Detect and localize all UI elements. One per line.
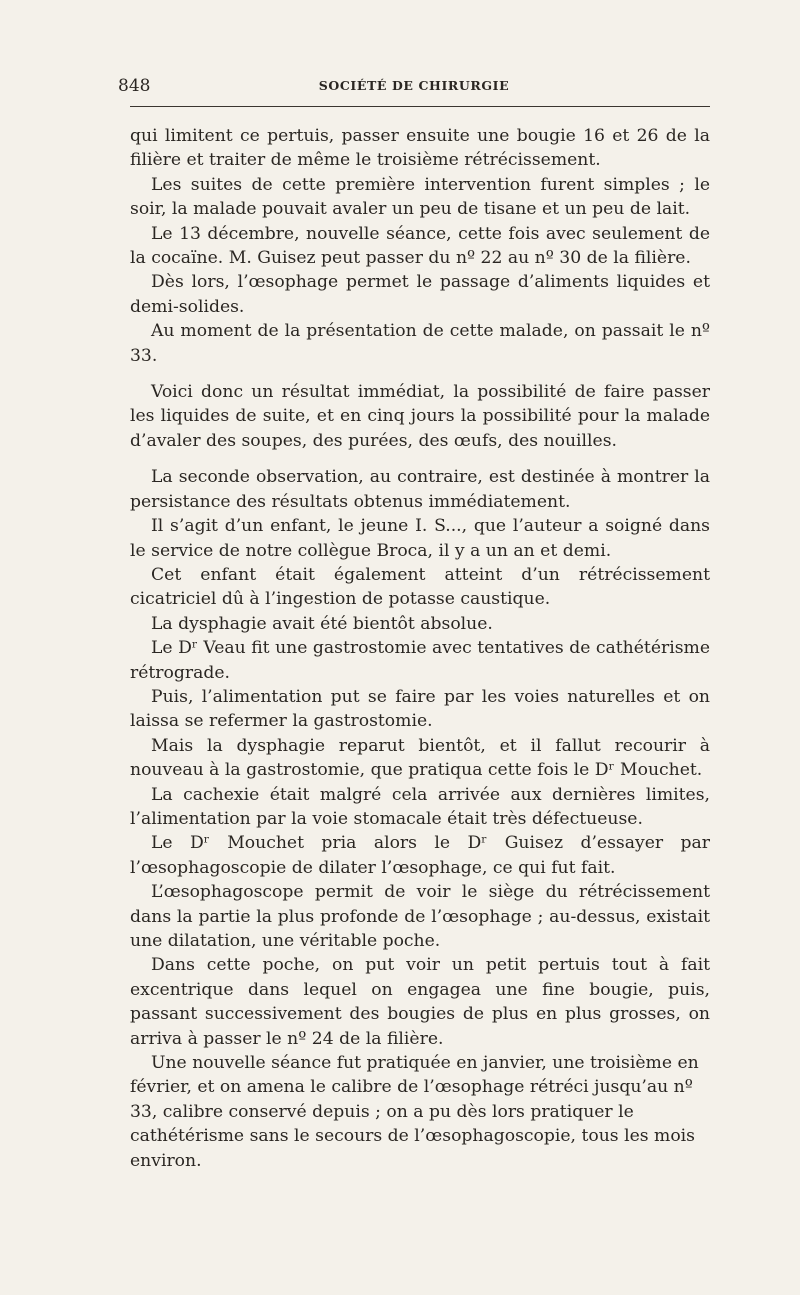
paragraph: Mais la dysphagie reparut bientôt, et il fallut recourir à nouveau à la gastrostomie, que pratiqua cette fois le Dʳ Mouchet. (130, 735, 710, 781)
paragraph: L’œsophagoscope permit de voir le siège du rétrécissement dans la partie la plus profonde de l’œsophage ; au-dessus, existait une dilatation, une véritable poche. (130, 882, 710, 951)
paragraph: La cachexie était malgré cela arrivée aux dernières limites, l’alimentation par la voie stomacale était très défectueuse. (130, 784, 710, 829)
paragraph: Le 13 décembre, nouvelle séance, cette fois avec seulement de la cocaïne. M. Guisez peut passer du nº 22 au nº 30 de la filière. (130, 223, 710, 269)
paragraph: Dans cette poche, on put voir un petit pertuis tout à fait excentrique dans lequel on engagea une fine bougie, puis, passant successivement des bougies de plus en plus grosses, on arriva à passer le nº 24 de la filière. (130, 955, 710, 1049)
paragraph: Le Dʳ Mouchet pria alors le Dʳ Guisez d’essayer par l’œsophagoscopie de dilater l’œsophage, ce qui fut fait. (130, 833, 710, 878)
paragraph: Dès lors, l’œsophage permet le passage d’aliments liquides et demi-solides. (130, 272, 710, 317)
paragraph: Le Dʳ Veau fit une gastrostomie avec tentatives de cathétérisme rétrograde. (130, 638, 710, 683)
paragraph: Voici donc un résultat immédiat, la possibilité de faire passer les liquides de suite, et en cinq jours la possibilité pour la malade d’avaler des soupes, des purées, des œufs, des nouilles. (130, 382, 710, 451)
running-title: SOCIÉTÉ DE CHIRURGIE (318, 78, 510, 93)
paragraph: Au moment de la présentation de cette malade, on passait le nº 33. (130, 321, 710, 366)
paragraph: Puis, l’alimentation put se faire par les voies naturelles et on laissa se refermer la gastrostomie. (130, 686, 710, 732)
page-header (118, 74, 710, 100)
page-number: 848 (118, 76, 151, 96)
paragraph: Les suites de cette première intervention furent simples ; le soir, la malade pouvait avaler un peu de tisane et un peu de lait. (130, 174, 710, 220)
paragraph: La seconde observation, au contraire, est destinée à montrer la persistance des résultats obtenus immédiatement. (130, 467, 710, 512)
paragraph: qui limitent ce pertuis, passer ensuite une bougie 16 et 26 de la filière et traiter de même le troisième rétrécissement. (130, 126, 710, 171)
paragraph: Cet enfant était également atteint d’un rétrécissement cicatriciel dû à l’ingestion de potasse caustique. (130, 564, 710, 610)
paragraph: Une nouvelle séance fut pratiquée en janvier, une troisième en février, et on amena le calibre de l’œsophage rétréci jusqu’au nº 33, calibre conservé depuis ; on a pu dès lors pratiquer le cathétérisme sans le secours de l’œsophagoscopie, tous les mois environ. (130, 1053, 699, 1171)
header-rule (130, 106, 710, 107)
body-text (130, 124, 710, 1173)
paragraph: Il s’agit d’un enfant, le jeune I. S..., que l’auteur a soigné dans le service de notre collègue Broca, il y a un an et demi. (130, 516, 710, 561)
paragraph: La dysphagie avait été bientôt absolue. (151, 613, 493, 634)
